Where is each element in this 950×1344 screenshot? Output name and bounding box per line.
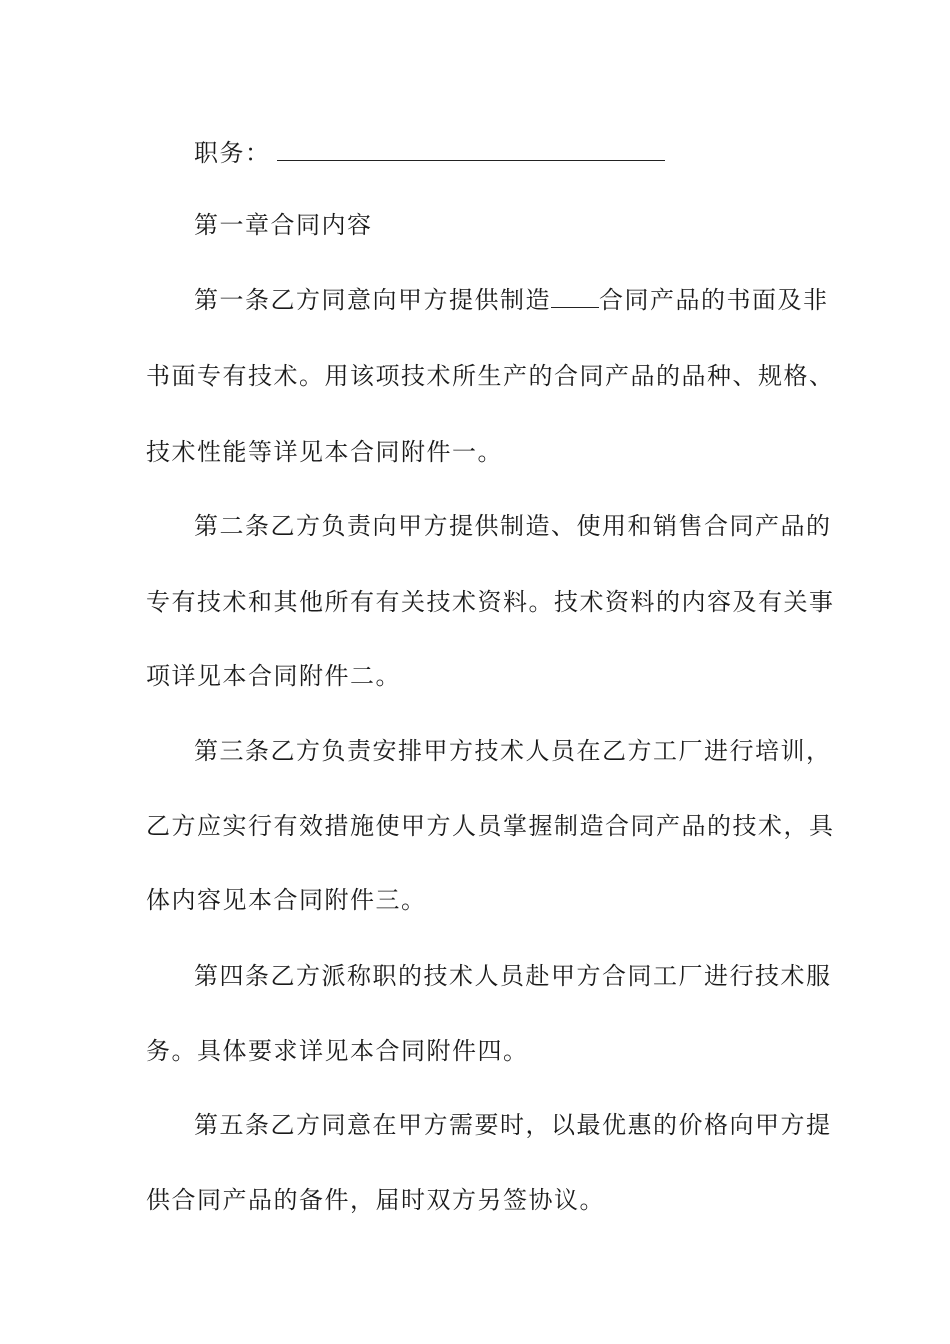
article-5-line-2: 供合同产品的备件，届时双方另签协议。 (146, 1186, 605, 1214)
article-2-line-3: 项详见本合同附件二。 (146, 662, 401, 690)
position-blank (277, 138, 665, 161)
article-1-line-2: 书面专有技术。用该项技术所生产的合同产品的品种、规格、 (146, 362, 835, 390)
article-4-line-1: 第四条乙方派称职的技术人员赴甲方合同工厂进行技术服 (194, 962, 832, 990)
article-3-line-2: 乙方应实行有效措施使甲方人员掌握制造合同产品的技术，具 (146, 812, 835, 840)
position-label: 职务： (194, 139, 271, 167)
article-1-text-before-blank: 第一条乙方同意向甲方提供制造 (194, 286, 551, 314)
article-2-line-2: 专有技术和其他所有有关技术资料。技术资料的内容及有关事 (146, 588, 835, 616)
article-3-line-3: 体内容见本合同附件三。 (146, 886, 427, 914)
article-1-line-1 (194, 285, 829, 315)
article-5-line-1: 第五条乙方同意在甲方需要时，以最优惠的价格向甲方提 (194, 1111, 832, 1139)
article-3-line-1: 第三条乙方负责安排甲方技术人员在乙方工厂进行培训， (194, 737, 832, 765)
article-1-line-3: 技术性能等详见本合同附件一。 (146, 438, 503, 466)
article-2-line-1: 第二条乙方负责向甲方提供制造、使用和销售合同产品的 (194, 512, 832, 540)
article-4-line-2: 务。具体要求详见本合同附件四。 (146, 1037, 529, 1065)
position-field-line (194, 138, 665, 168)
chapter-title: 第一章合同内容 (194, 211, 373, 239)
article-1-blank (551, 285, 599, 308)
article-1-text-after-blank: 合同产品的书面及非 (599, 286, 829, 314)
